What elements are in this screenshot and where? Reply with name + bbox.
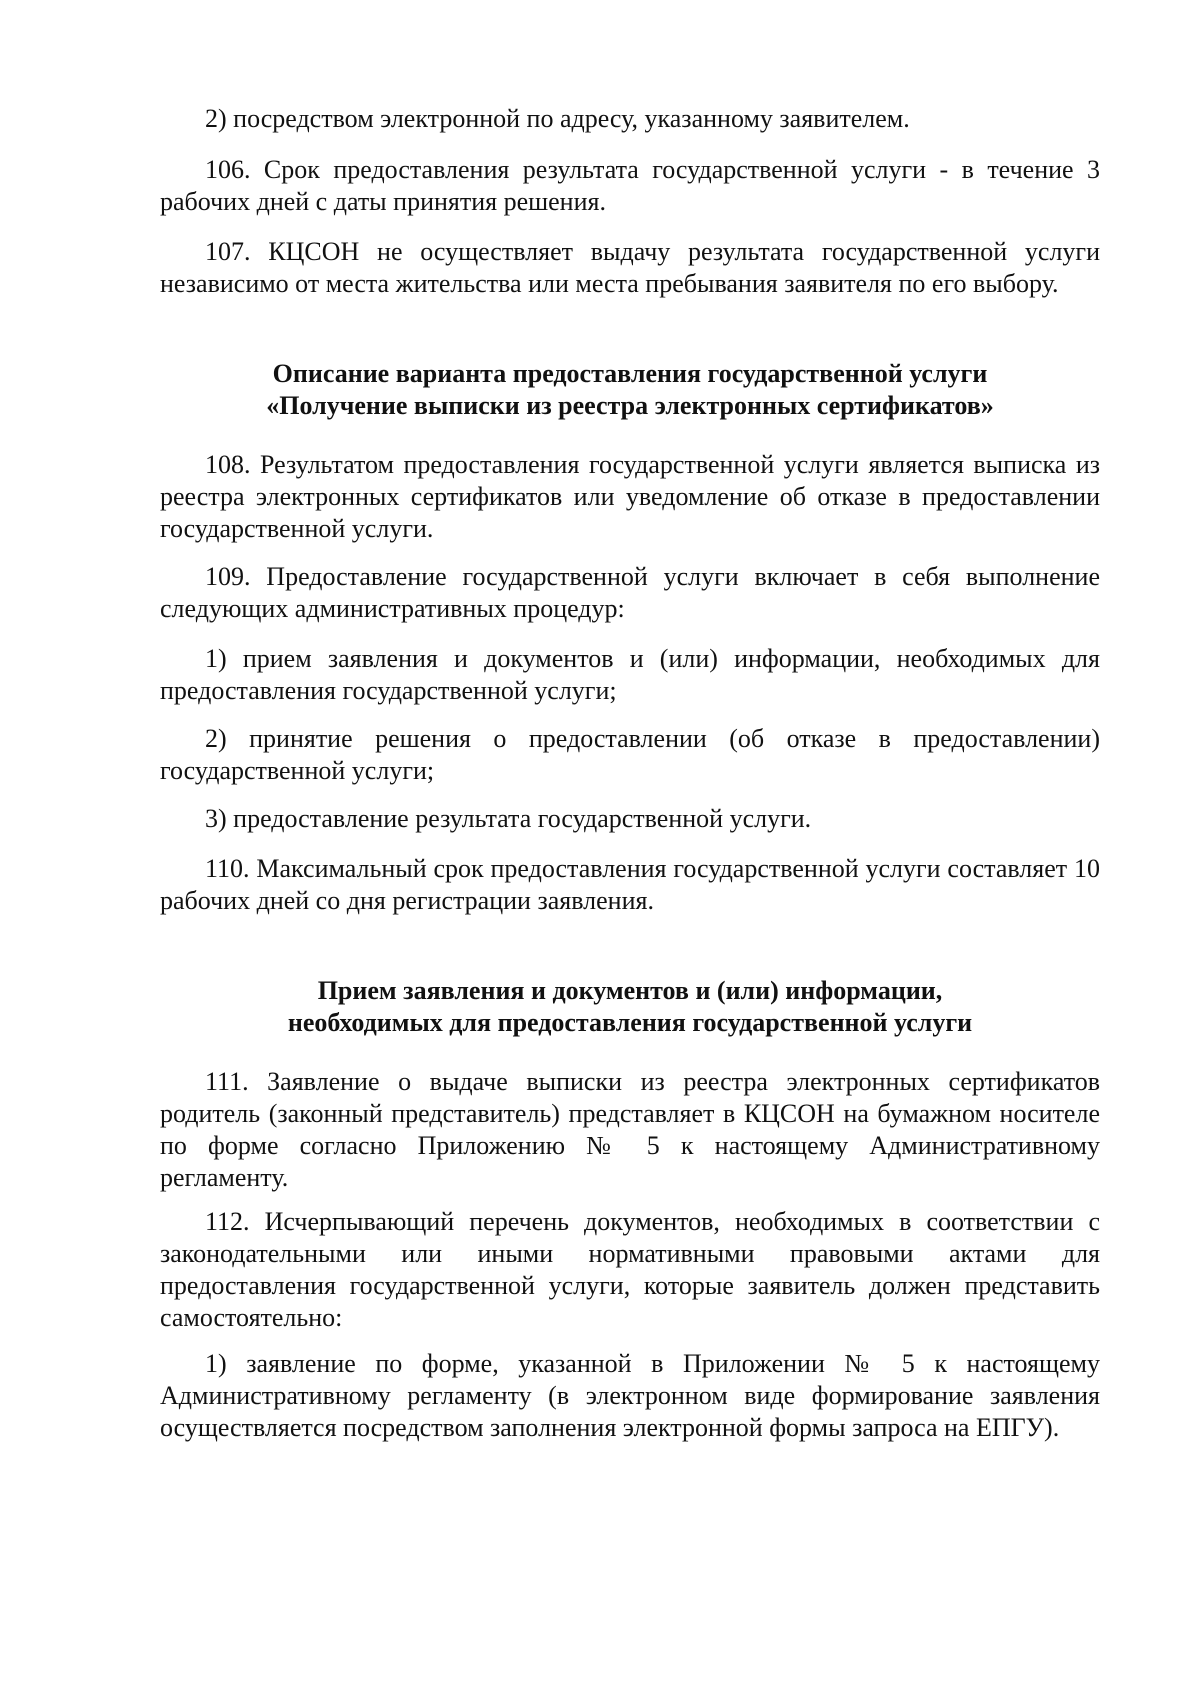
paragraph-105-item-2: 2) посредством электронной по адресу, указанному заявителем. xyxy=(205,104,910,133)
paragraph-110: 110. Максимальный срок предоставления государственной услуги составляет 10 рабочих дней со дня регистрации заявления. xyxy=(160,854,1100,915)
paragraph-109-item-1: 1) прием заявления и документов и (или) информации, необходимых для предоставления государственной услуги; xyxy=(160,644,1100,705)
paragraph-109-item-3: 3) предоставление результата государственной услуги. xyxy=(205,804,812,833)
paragraph-109: 109. Предоставление государственной услуги включает в себя выполнение следующих административных процедур: xyxy=(160,562,1100,623)
section-heading-line-2: необходимых для предоставления государственной услуги xyxy=(287,1008,973,1037)
paragraph-112: 112. Исчерпывающий перечень документов, необходимых в соответствии с законодательными или иными нормативными правовыми актами для предоставления государственной услуги, которые заявитель должен представить самостоятельно: xyxy=(160,1207,1100,1332)
paragraph-107: 107. КЦСОН не осуществляет выдачу результата государственной услуги независимо от места жительства или места пребывания заявителя по его выбору. xyxy=(160,237,1100,298)
paragraph-106: 106. Срок предоставления результата государственной услуги - в течение 3 рабочих дней с даты принятия решения. xyxy=(160,155,1100,216)
paragraph-112-item-1: 1) заявление по форме, указанной в Приложении № 5 к настоящему Административному регламенту (в электронном виде формирование заявления осуществляется посредством заполнения электронной формы запроса на ЕПГУ). xyxy=(160,1349,1100,1442)
section-heading-variant-description xyxy=(160,358,1100,422)
section-heading-line-1: Описание варианта предоставления государственной услуги xyxy=(272,359,988,388)
paragraph-108: 108. Результатом предоставления государственной услуги является выписка из реестра электронных сертификатов или уведомление об отказе в предоставлении государственной услуги. xyxy=(160,450,1100,543)
section-heading-line-2: «Получение выписки из реестра электронных сертификатов» xyxy=(266,391,994,420)
section-heading-line-1: Прием заявления и документов и (или) информации, xyxy=(317,976,943,1005)
section-heading-application-intake xyxy=(160,975,1100,1039)
paragraph-111: 111. Заявление о выдаче выписки из реестра электронных сертификатов родитель (законный представитель) представляет в КЦСОН на бумажном носителе по форме согласно Приложению № 5 к настоящему Административному регламенту. xyxy=(160,1067,1100,1192)
paragraph-109-item-2: 2) принятие решения о предоставлении (об отказе в предоставлении) государственной услуги; xyxy=(160,724,1100,785)
